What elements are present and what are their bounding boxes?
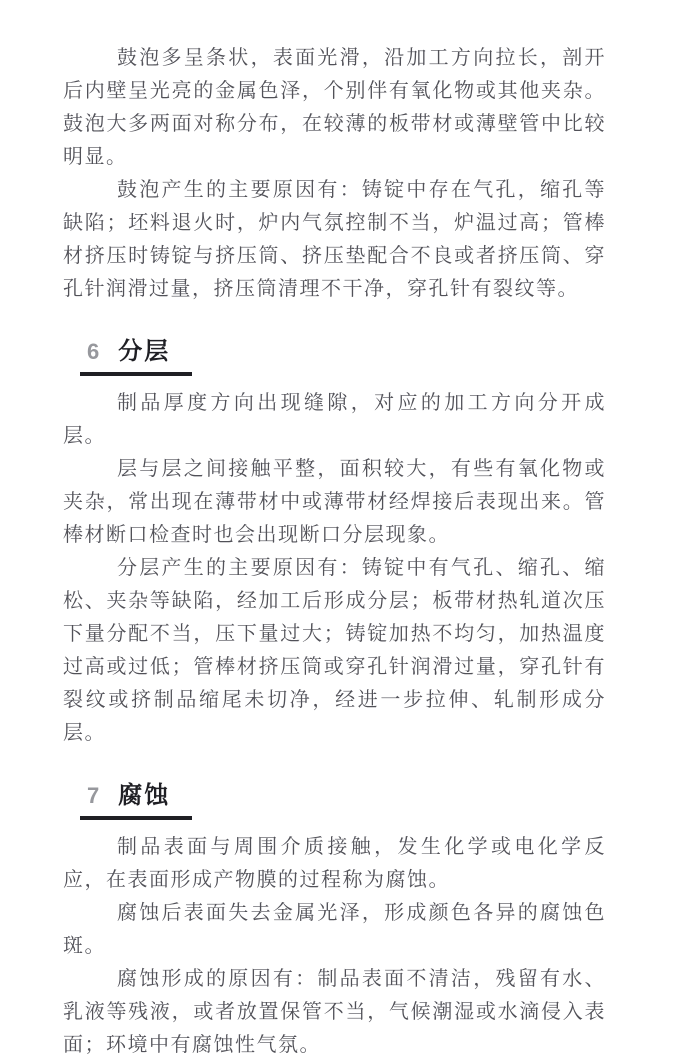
heading-row — [63, 335, 606, 369]
paragraph-blister-causes: 鼓泡产生的主要原因有：铸锭中存在气孔，缩孔等缺陷；坯料退火时，炉内气氛控制不当，炉温过高；管棒材挤压时铸锭与挤压筒、挤压垫配合不良或者挤压筒、穿孔针润滑过量，挤压筒清理不干净，穿孔针有裂纹等。 — [63, 179, 606, 300]
heading-underline — [80, 372, 192, 376]
section-heading-delamination — [63, 335, 606, 376]
section-heading-corrosion — [63, 779, 606, 820]
section-title: 分层 — [118, 338, 171, 365]
paragraph-blister-appearance: 鼓泡多呈条状，表面光滑，沿加工方向拉长，剖开后内壁呈光亮的金属色泽，个别伴有氧化物或其他夹杂。鼓泡大多两面对称分布，在较薄的板带材或薄壁管中比较明显。 — [63, 47, 606, 168]
paragraph-corrosion-definition: 制品表面与周围介质接触，发生化学或电化学反应，在表面形成产物膜的过程称为腐蚀。 — [63, 836, 606, 891]
paragraph-corrosion-causes: 腐蚀形成的原因有：制品表面不清洁，残留有水、乳液等残液，或者放置保管不当，气候潮湿或水滴侵入表面；环境中有腐蚀性气氛。 — [63, 968, 606, 1056]
paragraph-delamination-description: 层与层之间接触平整，面积较大，有些有氧化物或夹杂，常出现在薄带材中或薄带材经焊接后表现出来。管棒材断口检查时也会出现断口分层现象。 — [63, 458, 606, 546]
text-block — [63, 42, 606, 1062]
paragraph-delamination-definition: 制品厚度方向出现缝隙，对应的加工方向分开成层。 — [63, 392, 606, 447]
heading-row — [63, 779, 606, 813]
paragraph-corrosion-description: 腐蚀后表面失去金属光泽，形成颜色各异的腐蚀色斑。 — [63, 902, 606, 957]
section-title: 腐蚀 — [118, 782, 171, 809]
heading-underline — [80, 816, 192, 820]
paragraph-delamination-causes: 分层产生的主要原因有：铸锭中有气孔、缩孔、缩松、夹杂等缺陷，经加工后形成分层；板带材热轧道次压下量分配不当，压下量过大；铸锭加热不均匀，加热温度过高或过低；管棒材挤压筒或穿孔针润滑过量，穿孔针有裂纹或挤制品缩尾未切净，经进一步拉伸、轧制形成分层。 — [63, 557, 606, 744]
section-number: 7 — [87, 783, 100, 808]
section-number: 6 — [87, 339, 100, 364]
